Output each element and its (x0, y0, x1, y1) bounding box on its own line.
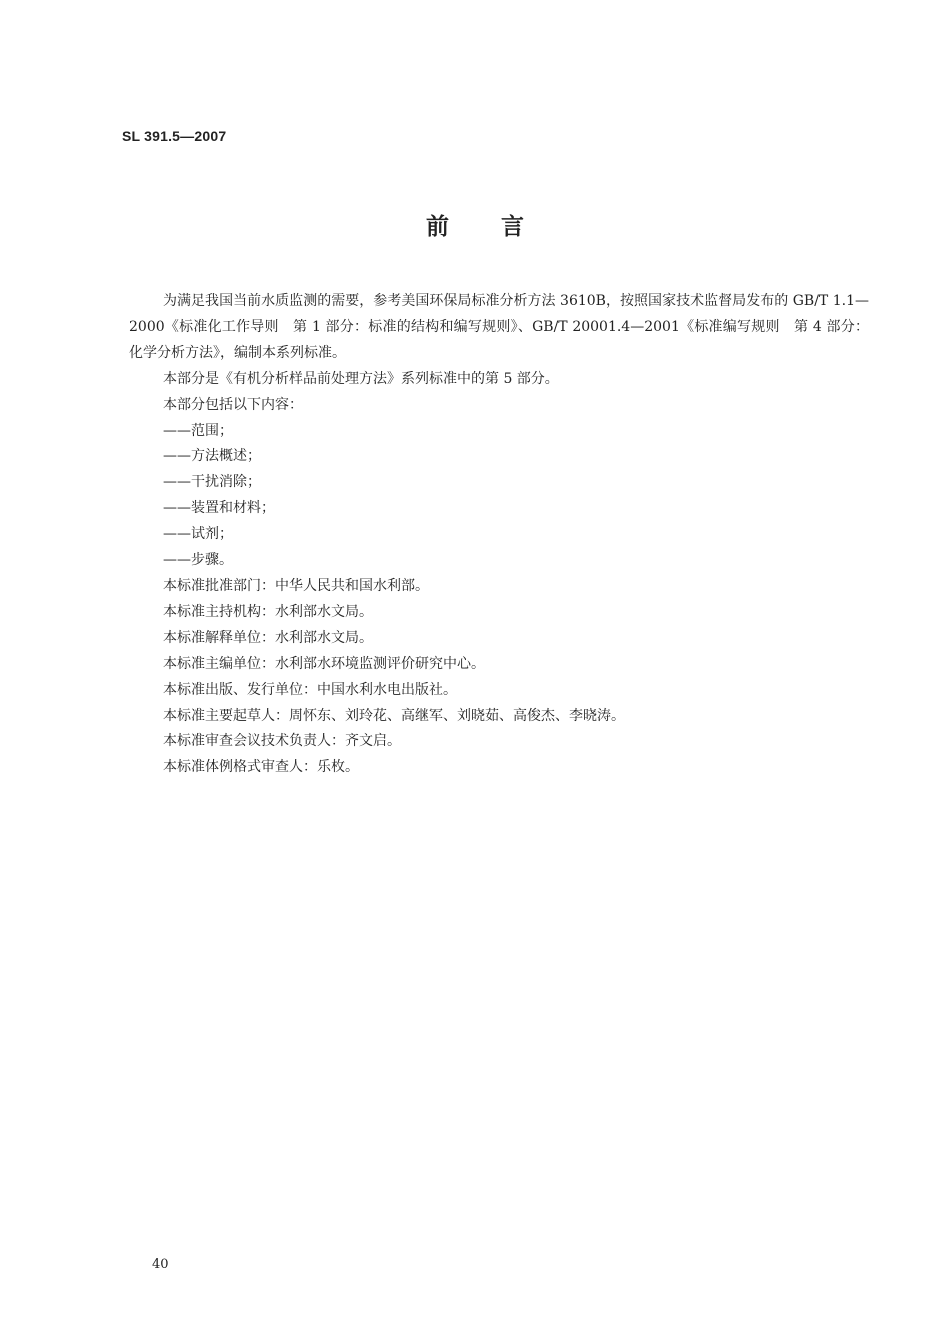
page-number: 40 (152, 1257, 169, 1272)
list-item: ——范围； (163, 422, 233, 439)
body-line: 本标准审查会议技术负责人：齐文启。 (163, 733, 401, 750)
list-item: ——干扰消除； (163, 474, 261, 491)
intro-paragraph: 为满足我国当前水质监测的需要，参考美国环保局标准分析方法 3610B，按照国家技术监督局发布的 GB/T 1.1—2000《标准化工作导则 第 1 部分：标准的结构和编写规则》、GB/T 20001.4—2001《标准编写规则 第 4 部分：化学分析方法》，编制本系列标准。 (129, 293, 869, 361)
body-line: 本标准主编单位：水利部水环境监测评价研究中心。 (163, 655, 485, 672)
list-item: ——试剂； (163, 526, 233, 543)
body-line: 本标准解释单位：水利部水文局。 (163, 629, 373, 646)
body-line: 本标准主持机构：水利部水文局。 (163, 603, 373, 620)
standard-code: SL 391.5—2007 (122, 128, 227, 144)
list-item: ——方法概述； (163, 448, 261, 465)
title-char-2: 言 (501, 214, 524, 240)
body-line: 本标准体例格式审查人：乐枚。 (163, 759, 359, 776)
body-line: 本标准主要起草人：周怀东、刘玲花、高继军、刘晓茹、高俊杰、李晓涛。 (163, 707, 625, 724)
body-line: 本部分包括以下内容： (163, 396, 303, 413)
page-title (0, 208, 950, 241)
list-item: ——装置和材料； (163, 500, 275, 517)
body-line: 本标准出版、发行单位：中国水利水电出版社。 (163, 681, 457, 698)
body-line: 本标准批准部门：中华人民共和国水利部。 (163, 577, 429, 594)
body-line: 本部分是《有机分析样品前处理方法》系列标准中的第 5 部分。 (163, 370, 559, 387)
list-item: ——步骤。 (163, 552, 233, 569)
title-char-1: 前 (426, 214, 449, 240)
foreword-body (129, 289, 869, 781)
